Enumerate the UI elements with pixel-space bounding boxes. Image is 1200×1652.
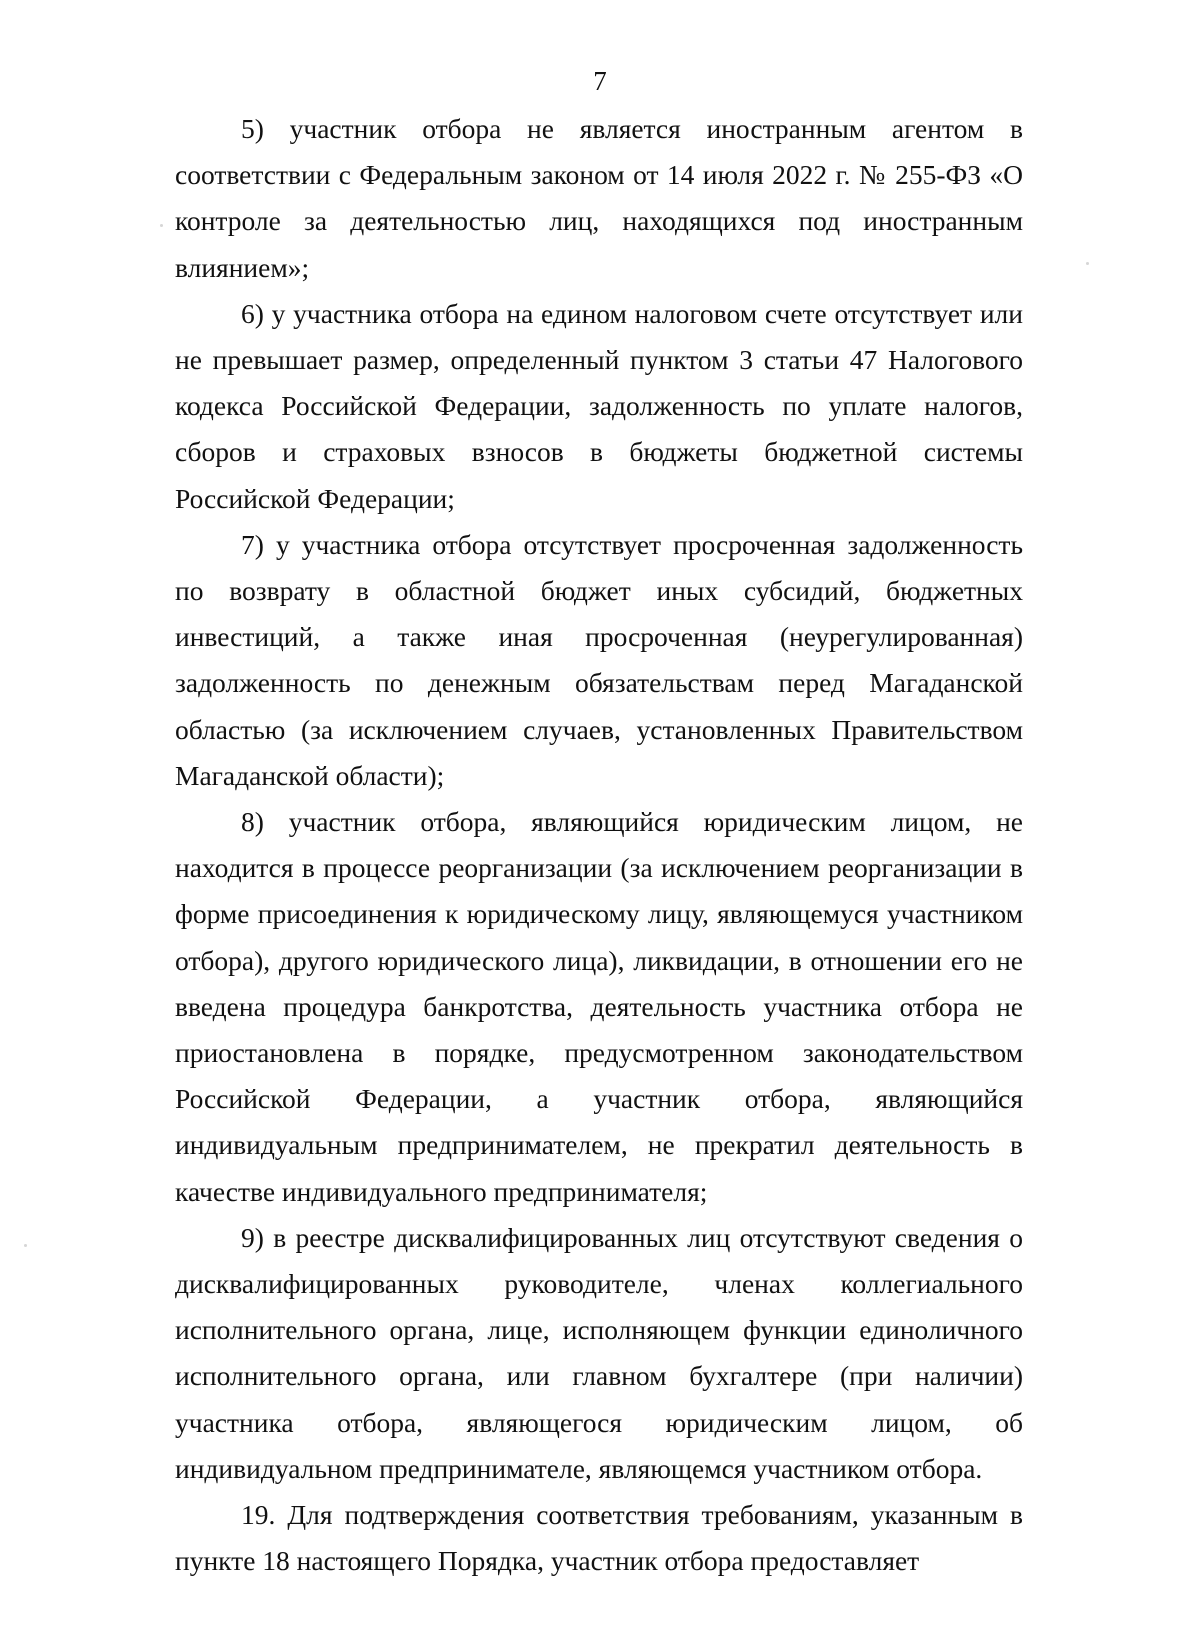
paragraph-item-8: 8) участник отбора, являющийся юридическим лицом, не находится в процессе реорганизации (за исключением реорганизации в форме присоединения к юридическому лицу, являющемуся участником отбора), другого юридического лица), ликвидации, в отношении его не введена процедура банкротства, деятельность участника отбора не приостановлена в порядке, предусмотренном законодательством Российской Федерации, а участник отбора, являющийся индивидуальным предпринимателем, не прекратил деятельность в качестве индивидуального предпринимателя; [175, 806, 1023, 1207]
paragraph-item-7: 7) у участника отбора отсутствует просроченная задолженность по возврату в областной бюджет иных субсидий, бюджетных инвестиций, а также иная просроченная (неурегулированная) задолженность по денежным обязательствам перед Магаданской областью (за исключением случаев, установленных Правительством Магаданской области); [175, 528, 1023, 791]
scan-speck [24, 1244, 27, 1247]
paragraph-item-5: 5) участник отбора не является иностранным агентом в соответствии с Федеральным законом от 14 июля 2022 г. № 255-ФЗ «О контроле за деятельностью лиц, находящихся под иностранным влиянием»; [175, 113, 1023, 283]
page-number: 7 [593, 66, 607, 96]
document-body [175, 106, 1023, 1585]
paragraph-item-6: 6) у участника отбора на едином налоговом счете отсутствует или не превышает размер, определенный пунктом 3 статьи 47 Налогового кодекса Российской Федерации, задолженность по уплате налогов, сборов и страховых взносов в бюджеты бюджетной системы Российской Федерации; [175, 297, 1023, 514]
scan-speck [160, 224, 163, 227]
paragraph-item-9: 9) в реестре дисквалифицированных лиц отсутствуют сведения о дисквалифицированных руководителе, членах коллегиального исполнительного органа, лице, исполняющем функции единоличного исполнительного органа, или главном бухгалтере (при наличии) участника отбора, являющегося юридическим лицом, об индивидуальном предпринимателе, являющемся участником отбора. [175, 1221, 1023, 1484]
paragraph-clause-19: 19. Для подтверждения соответствия требованиям, указанным в пункте 18 настоящего Порядка, участник отбора предоставляет [175, 1499, 1023, 1577]
scan-speck [1086, 262, 1089, 265]
